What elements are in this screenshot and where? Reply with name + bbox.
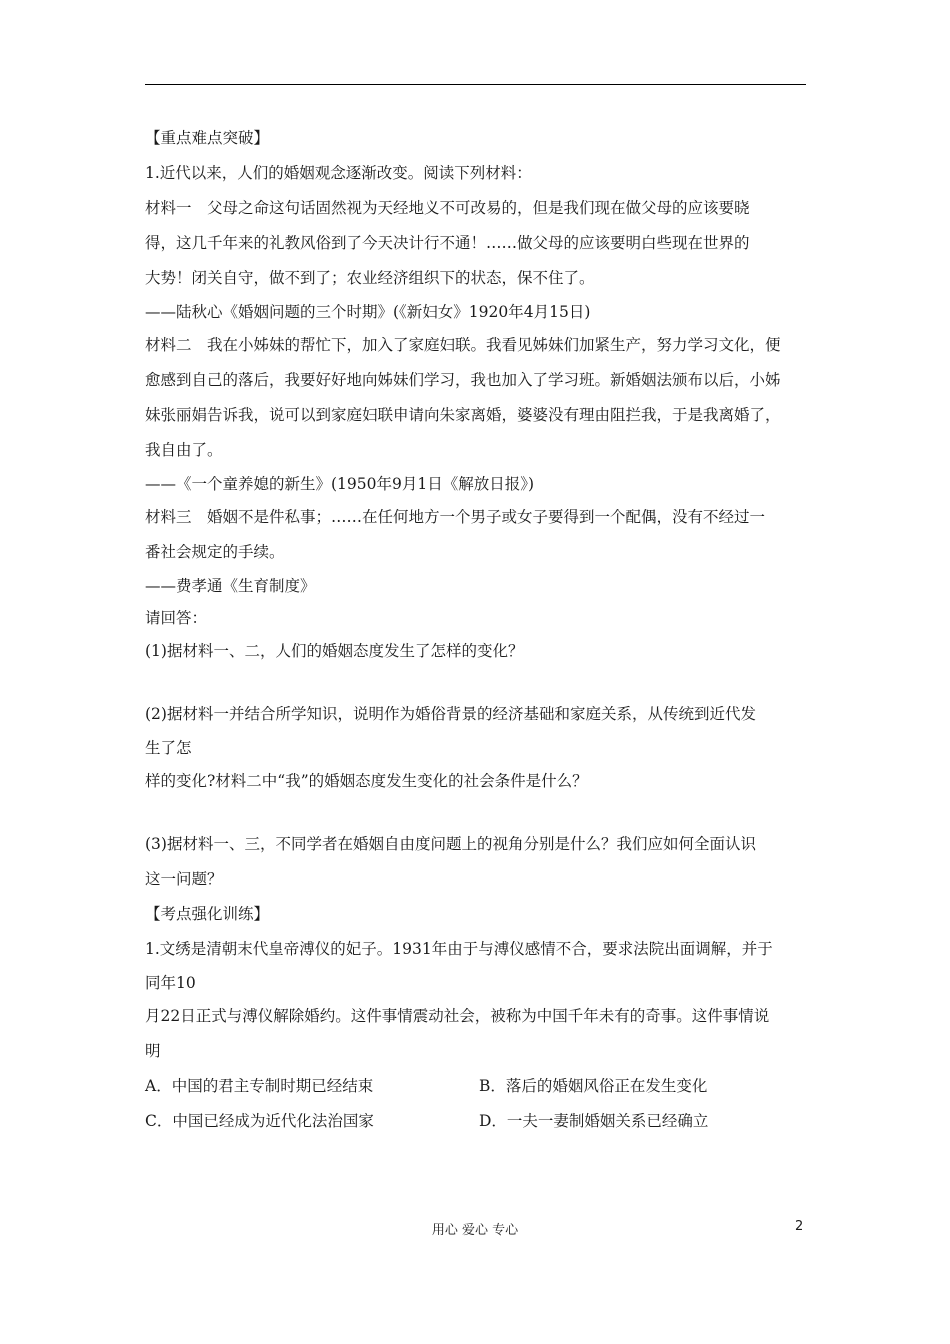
sub-question-1: (1)据材料一、二，人们的婚姻态度发生了怎样的变化？	[145, 642, 524, 660]
mcq-1-line-3: 月22日正式与溥仪解除婚约。这件事情震动社会，被称为中国千年未有的奇事。这件事情说	[145, 1007, 770, 1025]
option-d: D．一夫一妻制婚姻关系已经确立	[479, 1112, 709, 1130]
page-number: 2	[795, 1219, 804, 1234]
section-title-key-points: 【重点难点突破】	[145, 129, 270, 147]
material-3-line-1: 材料三 婚姻不是件私事；……在任何地方一个男子或女子要得到一个配偶，没有不经过一	[145, 508, 766, 526]
material-2-line-1: 材料二 我在小姊妹的帮忙下，加入了家庭妇联。我看见姊妹们加紧生产，努力学习文化，便	[145, 336, 781, 354]
material-1-line-1: 材料一 父母之命这句话固然视为天经地义不可改易的，但是我们现在做父母的应该要晓	[145, 199, 750, 217]
sub-question-3-line-2: 这一问题？	[145, 870, 223, 888]
material-2-line-2: 愈感到自己的落后，我要好好地向姊妹们学习，我也加入了学习班。新婚姻法颁布以后，小姊	[145, 371, 781, 389]
sub-question-2-line-1: (2)据材料一并结合所学知识，说明作为婚俗背景的经济基础和家庭关系，从传统到近代发	[145, 705, 756, 723]
option-b: B．落后的婚姻风俗正在发生变化	[479, 1077, 708, 1095]
mcq-1-line-4: 明	[145, 1042, 161, 1060]
material-1-line-3: 大势！闭关自守，做不到了；农业经济组织下的状态，保不住了。	[145, 269, 595, 287]
header-rule	[145, 84, 806, 85]
section-title-training: 【考点强化训练】	[145, 905, 270, 923]
document-body	[145, 121, 809, 1139]
mcq-1-options-row-1	[145, 1069, 809, 1104]
mcq-1-line-1: 1.文绣是清朝末代皇帝溥仪的妃子。1931年由于与溥仪感情不合，要求法院出面调解，并于	[145, 940, 773, 958]
material-3-source: ——费孝通《生育制度》	[145, 577, 316, 595]
please-answer: 请回答：	[145, 609, 208, 627]
sub-question-2-line-3: 样的变化?材料二中“我”的婚姻态度发生变化的社会条件是什么？	[145, 772, 588, 790]
option-a: A．中国的君主专制时期已经结束	[145, 1077, 374, 1095]
mcq-1-options-row-2	[145, 1104, 809, 1139]
material-1-line-2: 得，这几千年来的礼教风俗到了今天决计行不通！……做父母的应该要明白些现在世界的	[145, 234, 750, 252]
material-2-source: ——《一个童养媳的新生》(1950年9月1日《解放日报》)	[145, 475, 535, 493]
material-3-line-2: 番社会规定的手续。	[145, 543, 285, 561]
question-1-intro: 1.近代以来，人们的婚姻观念逐渐改变。阅读下列材料：	[145, 164, 532, 182]
page-footer: 用心 爱心 专心	[431, 1223, 519, 1238]
sub-question-2-line-2: 生了怎	[145, 739, 192, 757]
material-2-line-4: 我自由了。	[145, 441, 223, 459]
material-1-source: ——陆秋心《婚姻问题的三个时期》(《新妇女》1920年4月15日)	[145, 303, 591, 321]
mcq-1-line-2: 同年10	[145, 974, 196, 992]
material-2-line-3: 妹张丽娟告诉我，说可以到家庭妇联申请向朱家离婚，婆婆没有理由阻拦我，于是我离婚了，	[145, 406, 781, 424]
option-c: C．中国已经成为近代化法治国家	[145, 1112, 374, 1130]
sub-question-3-line-1: (3)据材料一、三，不同学者在婚姻自由度问题上的视角分别是什么？我们应如何全面认识	[145, 835, 756, 853]
